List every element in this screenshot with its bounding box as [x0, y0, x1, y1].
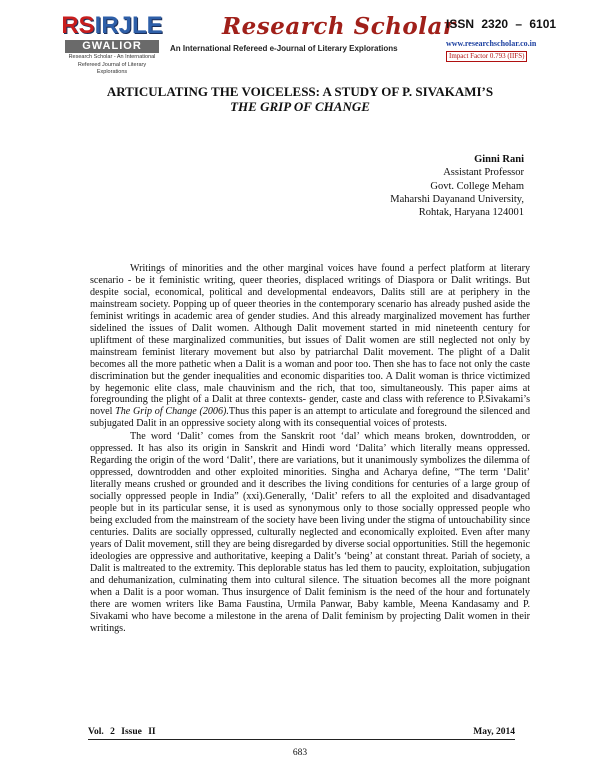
author-name: Ginni Rani — [474, 154, 524, 165]
journal-website[interactable]: www.researchscholar.co.in — [446, 39, 537, 48]
paragraph-dalit-definition: The word ‘Dalit’ comes from the Sanskrit root ‘dal’ which means broken, downtrodden, or oppressed. It has also its origin in Sanskrit and Hindi word ‘Dalita’ which literally means oppressed. Regarding the origin of the word ‘Dalit’, there are variations, but it unanimously symbolizes the dilemma of oppressed, downtrodden and other exploited minorities. Singha and Acharya define, “The term ‘Dalit’ literally means crushed or grounded and it describes the living conditions for centuries of a large group of socially oppressed people in India” (xxi).Generally, ‘Dalit’ refers to all the exploited and disadvantaged people but in its particular sense, it is used as synonymous only to those socially oppressed people who being excluded from the mainstream of the society have been living under the stigma of untouchability since centuries. Dalits are socially oppressed, culturally neglected and economically exploited. Even after many years of Dalit movement, still they are being disregarded by diverse social opportunities. Still the hegemonic ideologies are oppressive and authoritative, keeping a Dalit’s ‘being’ at constant threat. Pariah of society, a Dalit is maltreated to the extremity. This deplorable status has led them to paucity, exploitation, subjugation and dehumanization, culminating them into cultural silence. The situation becomes all the more poignant when a Dalit is a poor woman. Thus insurgence of Dalit feminism is the need of the hour and fortunately there are women writers like Bama Faustina, Urmila Panwar, Baby kamble, Meena Kandasamy and P. Sivakami who have become a milestone in the arena of Dalit feminism by projecting Dalit women in their writings. — [90, 431, 530, 634]
author-university: Maharshi Dayanand University, — [390, 193, 524, 205]
paragraph-abstract-text-a: Writings of minorities and the other marginal voices have found a perfect platform at literary scenario - be it feministic writing, queer theories, displaced writings of Diaspora or Dalit writings. But despite social, economical, political and developmental endeavors, Dalits still are at periphery in the mainstream society. Popping up of queer theories in the contemporary scenario has already pushed aside the feminist writings in academic area of gender studies. And this already marginalized movement has further sidelined the issues of Dalit women. Although Dalit movement started in mid nineteenth century for upliftment of these marginalized communities, but issues of Dalit women are still neglected not only by mainstream feminist literary movement but also by patriarchal Dalit movement. The plight of a Dalit becomes all the more pathetic when a Dalit is a woman and poor too. Then she has to face not only the caste discrimination but the gender inequalities and economic disparities too. A Dalit woman is thrice victimized by hegemonic elite class, male chauvinism and the rich, that too, simultaneously. This paper aims at foregrounding the plight of a Dalit at three contexts- gender, caste and class with reference to P.Sivakami’s novel — [90, 263, 530, 418]
journal-logo — [61, 12, 163, 75]
paper-title-line1: ARTICULATING THE VOICELESS: A STUDY OF P. SIVAKAMI’S — [106, 84, 494, 99]
impact-factor-badge: Impact Factor 0.793 (IIFS) — [446, 51, 527, 62]
volume-issue: Vol. 2 Issue II — [88, 727, 156, 737]
logo-acronym — [61, 13, 162, 39]
author-block — [390, 153, 524, 219]
author-designation: Assistant Professor — [443, 167, 524, 179]
author-college: Govt. College Meham — [430, 180, 524, 192]
logo-subtitle-2: Refereed Journal of Literary Explorations — [77, 62, 147, 75]
page-number: 683 — [292, 748, 308, 758]
issn-number: ISSN 2320 – 6101 — [446, 17, 557, 31]
logo-acronym-blue: IRJLE — [94, 12, 163, 39]
article-body — [90, 263, 530, 635]
logo-city: GWALIOR — [65, 40, 159, 53]
issue-date: May, 2014 — [473, 727, 515, 737]
novel-title-citation: The Grip of Change (2006). — [115, 406, 229, 418]
paragraph-abstract — [90, 263, 530, 430]
journal-subtitle: An International Refereed e-Journal of Literary Explorations — [170, 44, 398, 53]
logo-subtitle-1: Research Scholar - An International — [68, 54, 156, 60]
journal-title: Research Scholar — [222, 13, 456, 40]
journal-header — [0, 0, 600, 80]
logo-acronym-red: RS — [61, 12, 95, 39]
author-location: Rohtak, Haryana 124001 — [418, 207, 524, 219]
paragraph-abstract-text-b: Thus this paper is an attempt to articulate and foreground the silenced and subjugated Dalit in an oppressive society along with its consequential voices of protests. — [90, 406, 530, 430]
paper-title — [0, 84, 600, 114]
paper-title-line2: THE GRIP OF CHANGE — [230, 99, 370, 114]
footer-divider — [88, 739, 515, 740]
